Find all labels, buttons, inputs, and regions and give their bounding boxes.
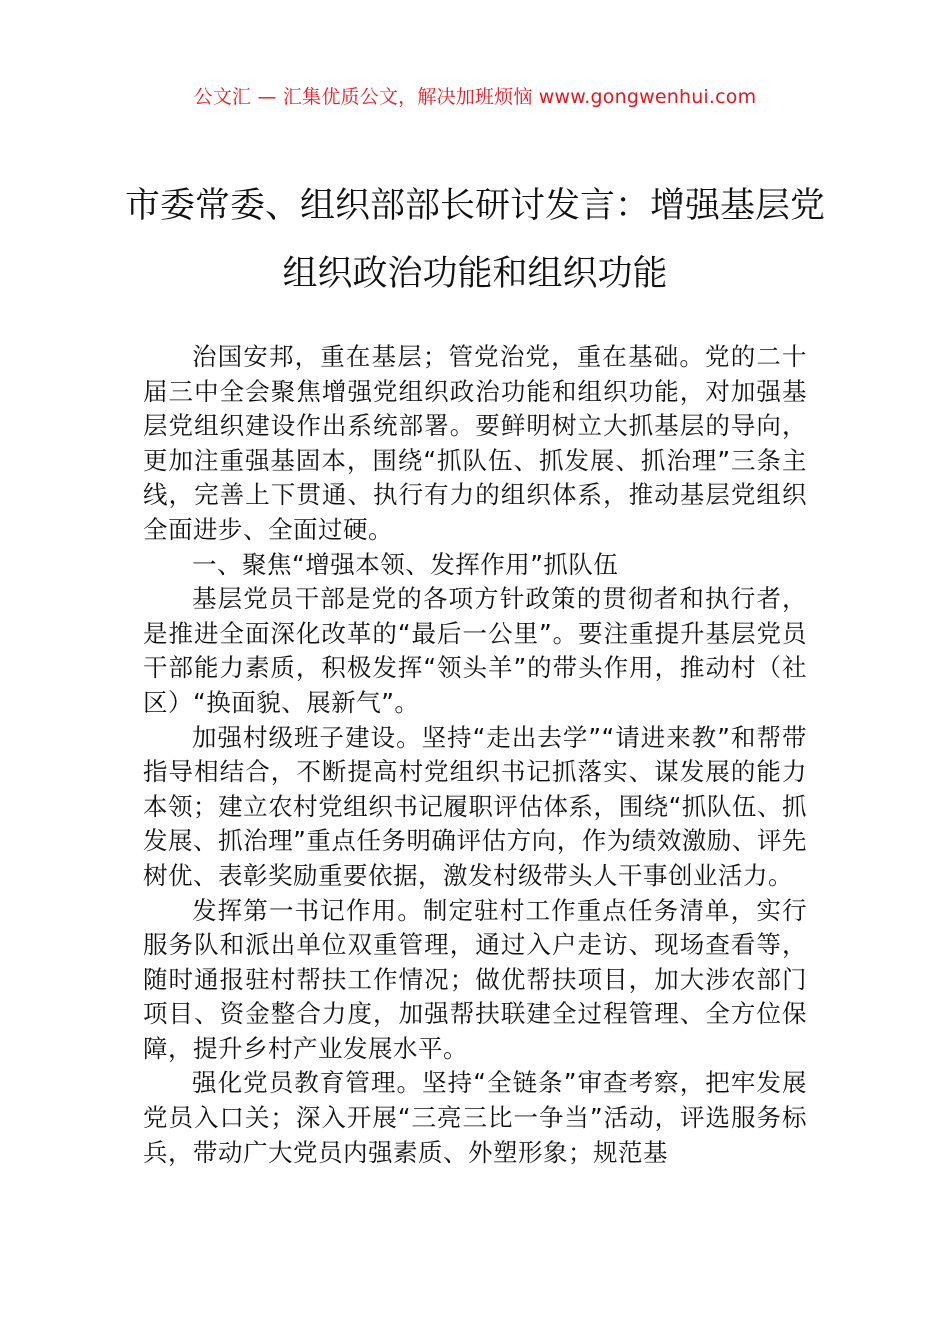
paragraph: 发挥第一书记作用。制定驻村工作重点任务清单，实行服务队和派出单位双重管理，通过入户走访、现场查看等，随时通报驻村帮扶工作情况；做优帮扶项目，加大涉农部门项目、资金整合力度，加强帮扶联建全过程管理、全方位保障，提升乡村产业发展水平。 <box>143 895 807 1063</box>
document-title: 市委常委、组织部部长研讨发言：增强基层党组织政治功能和组织功能 <box>124 186 825 294</box>
paragraph: 强化党员教育管理。坚持“全链条”审查考察，把牢发展党员入口关；深入开展“三亮三比一争当”活动，评选服务标兵，带动广大党员内强素质、外塑形象；规范基 <box>143 1068 807 1167</box>
section-heading-1: 一、聚焦“增强本领、发挥作用”抓队伍 <box>192 549 619 579</box>
paragraph-intro: 治国安邦，重在基层；管党治党，重在基础。党的二十届三中全会聚焦增强党组织政治功能和组织功能，对加强基层党组织建设作出系统部署。要鲜明树立大抓基层的导向，更加注重强基固本，围绕“抓队伍、抓发展、抓治理”三条主线，完善上下贯通、执行有力的组织体系，推动基层党组织全面进步、全面过硬。 <box>143 342 807 544</box>
watermark-banner: 公文汇 — 汇集优质公文，解决加班烦恼 www.gongwenhui.com <box>193 86 757 108</box>
document-body <box>143 340 807 1170</box>
paragraph: 加强村级班子建设。坚持“走出去学”“请进来教”和帮带指导相结合，不断提高村党组织书记抓落实、谋发展的能力本领；建立农村党组织书记履职评估体系，围绕“抓队伍、抓发展、抓治理”重点任务明确评估方向，作为绩效激励、评先树优、表彰奖励重要依据，激发村级带头人干事创业活力。 <box>143 722 807 890</box>
paragraph: 基层党员干部是党的各项方针政策的贯彻者和执行者，是推进全面深化改革的“最后一公里”。要注重提升基层党员干部能力素质，积极发挥“领头羊”的带头作用，推动村（社区）“换面貌、展新气”。 <box>143 584 807 717</box>
